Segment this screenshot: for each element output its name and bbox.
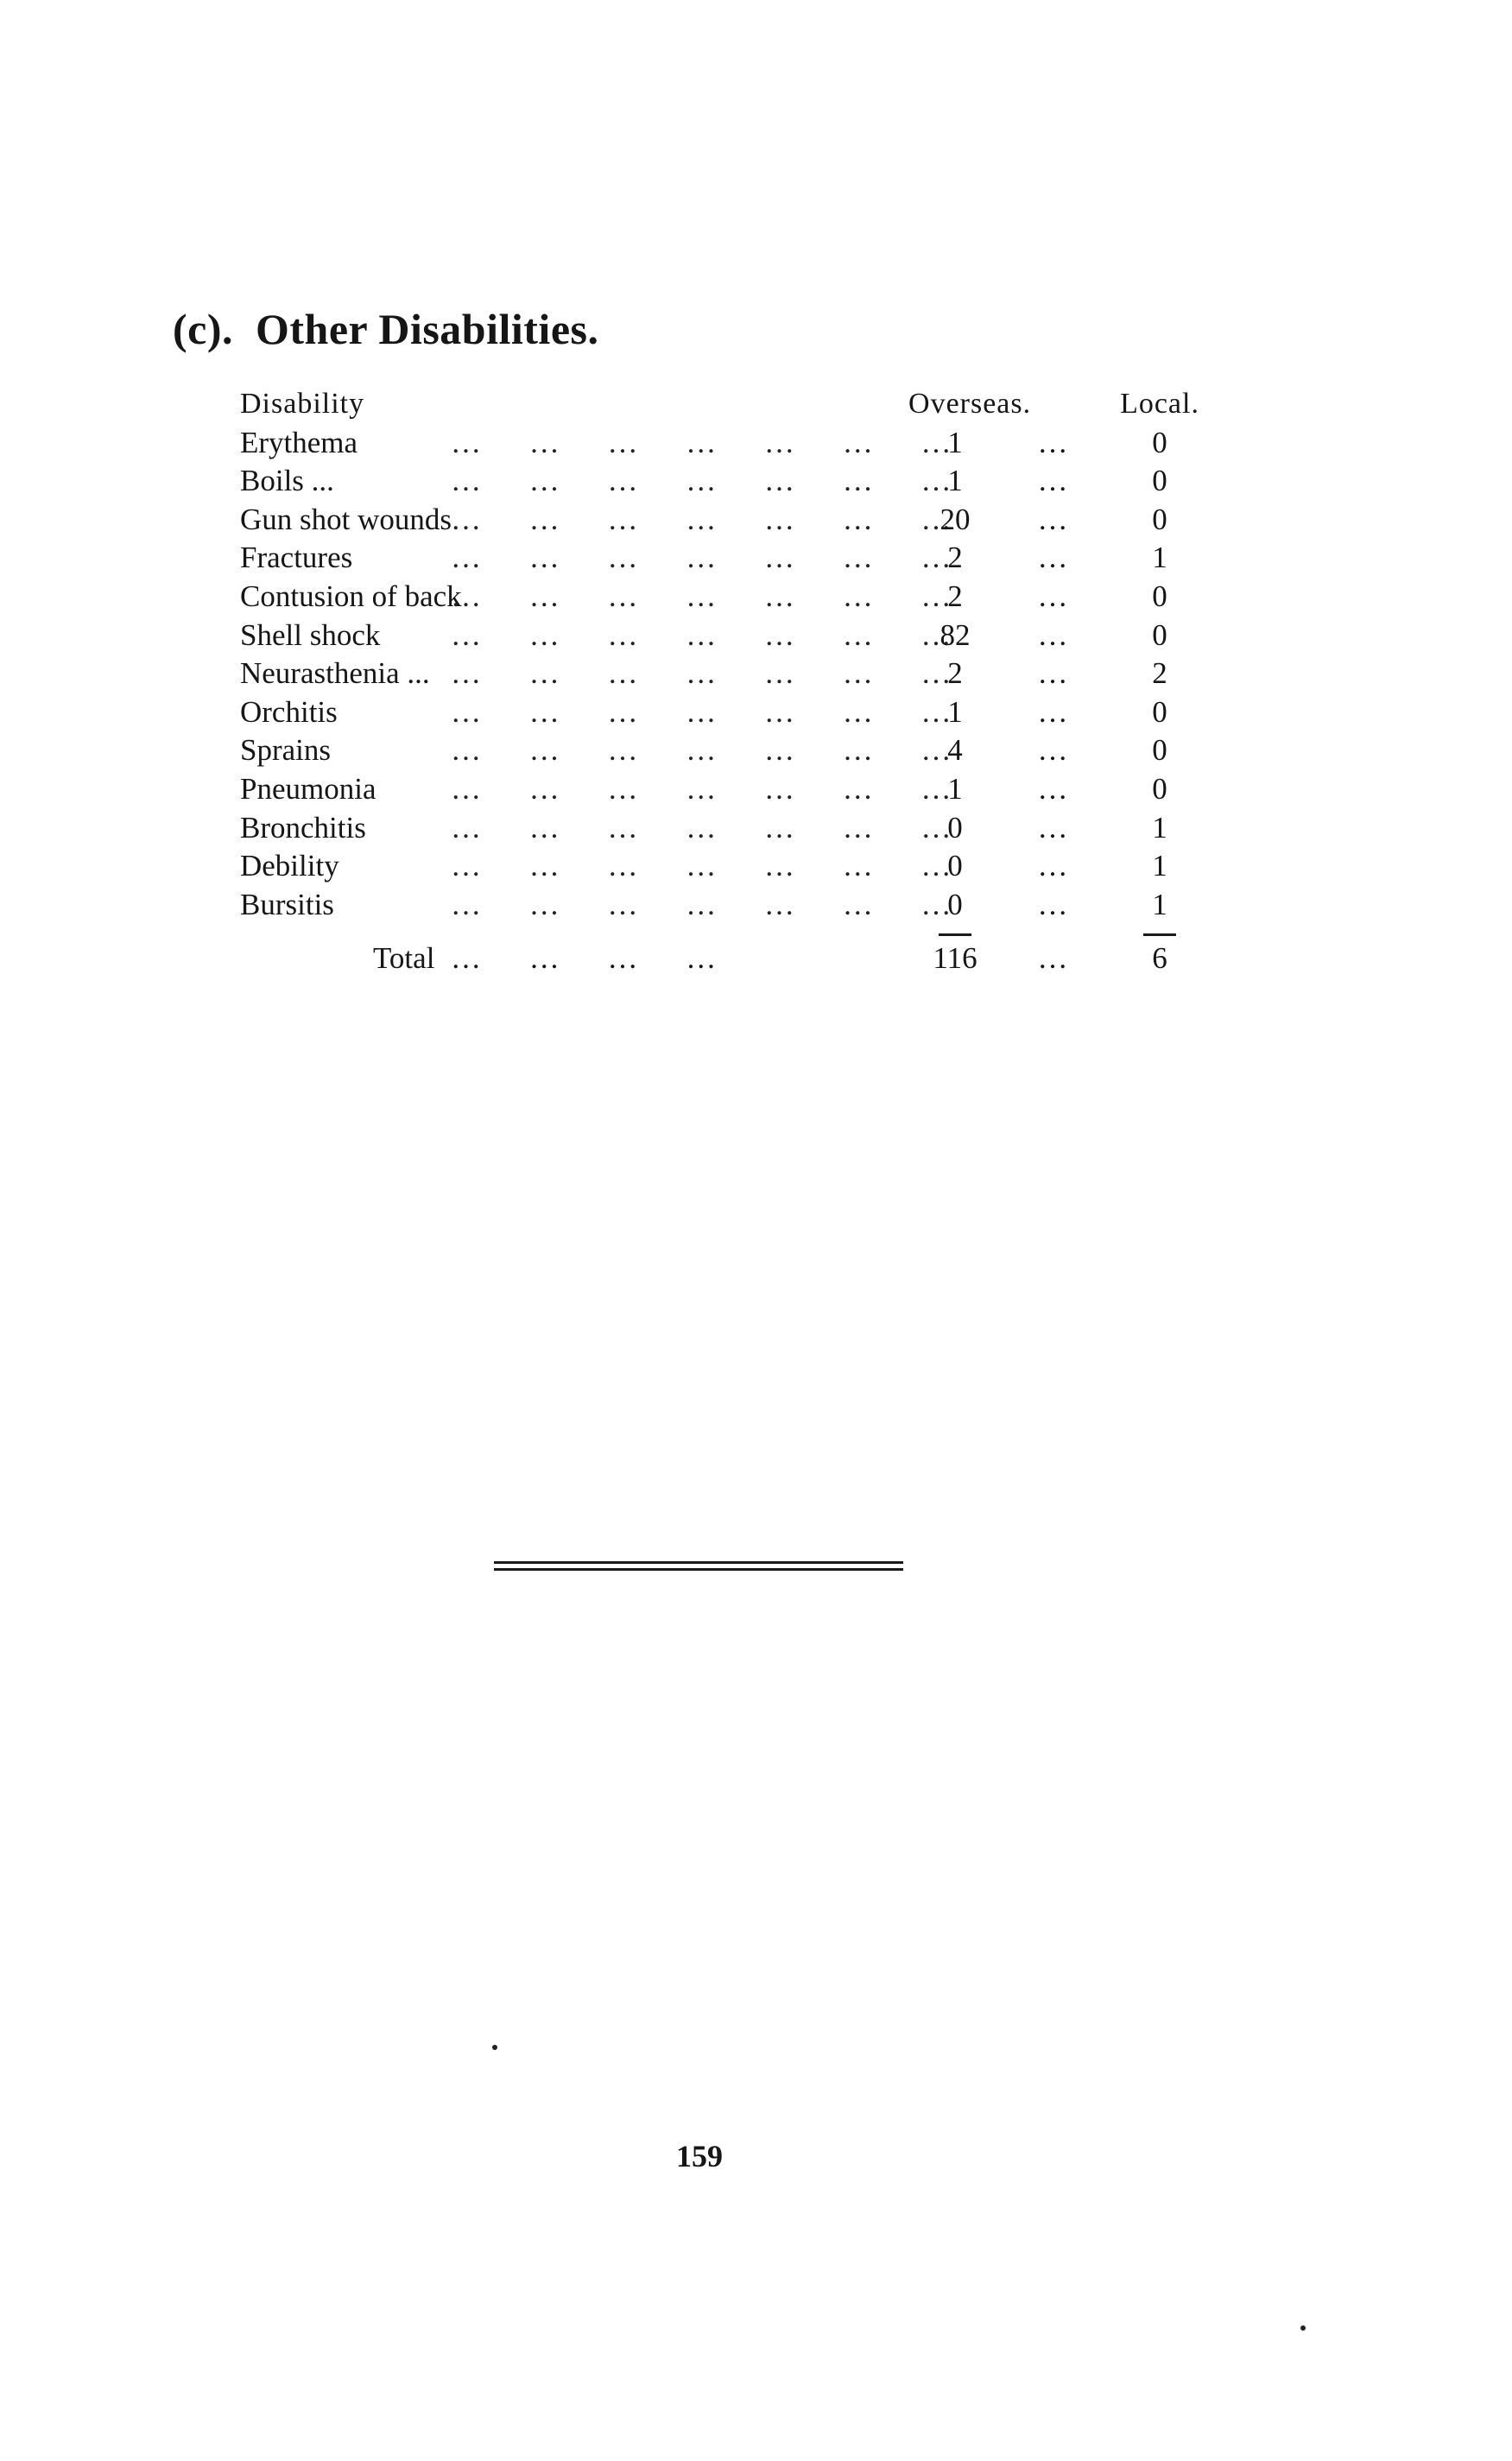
dot-separator bbox=[1002, 809, 1105, 848]
dot-leader bbox=[451, 578, 908, 617]
section-end-double-rule bbox=[494, 1561, 903, 1572]
rule-spacer bbox=[1002, 924, 1105, 939]
total-label: Total bbox=[373, 941, 435, 976]
table-row bbox=[240, 539, 1214, 578]
table-row bbox=[240, 693, 1214, 732]
local-total: 6 bbox=[1152, 941, 1167, 976]
disability-name: Neurasthenia ... bbox=[240, 656, 430, 691]
sum-rule-row bbox=[240, 924, 1214, 939]
dot-separator bbox=[1002, 501, 1105, 540]
dot-leader bbox=[451, 847, 908, 886]
local-count: 1 bbox=[1152, 887, 1167, 921]
local-count: 0 bbox=[1152, 733, 1167, 768]
overseas-count: 2 bbox=[947, 656, 963, 691]
overseas-count: 20 bbox=[939, 502, 971, 536]
dot-leader bbox=[451, 731, 908, 770]
table-row bbox=[240, 462, 1214, 501]
overseas-count: 2 bbox=[947, 541, 963, 575]
dot-separator bbox=[1002, 424, 1105, 463]
overseas-count: 82 bbox=[939, 617, 971, 652]
disability-name: Sprains bbox=[240, 733, 331, 768]
rule-spacer bbox=[240, 924, 451, 939]
table-row bbox=[240, 809, 1214, 848]
disability-name: Pneumonia bbox=[240, 771, 376, 806]
table-row bbox=[240, 655, 1214, 693]
overseas-count: 0 bbox=[947, 810, 963, 845]
dot-leader bbox=[451, 939, 908, 978]
sum-dash bbox=[939, 933, 971, 936]
overseas-sum-rule bbox=[908, 924, 1002, 939]
table-row bbox=[240, 770, 1214, 809]
disability-name: Bursitis bbox=[240, 887, 334, 921]
local-count: 0 bbox=[1152, 502, 1167, 536]
disability-name: Boils ... bbox=[240, 464, 334, 498]
local-count: 0 bbox=[1152, 579, 1167, 613]
page-number: 159 bbox=[676, 2139, 723, 2173]
header-disability: Disability bbox=[240, 388, 365, 420]
dot-leader bbox=[451, 655, 908, 693]
local-count: 0 bbox=[1152, 694, 1167, 729]
overseas-count: 0 bbox=[947, 849, 963, 883]
disability-name: Shell shock bbox=[240, 617, 381, 652]
dot-separator bbox=[1002, 578, 1105, 617]
rule-spacer bbox=[451, 924, 908, 939]
local-count: 1 bbox=[1152, 849, 1167, 883]
local-count: 0 bbox=[1152, 617, 1167, 652]
dot-separator bbox=[1002, 693, 1105, 732]
disability-name: Debility bbox=[240, 849, 339, 883]
table-row bbox=[240, 731, 1214, 770]
local-count: 2 bbox=[1152, 656, 1167, 691]
table-header-row bbox=[240, 385, 1214, 424]
disabilities-table bbox=[240, 385, 1214, 978]
overseas-count: 2 bbox=[947, 579, 963, 613]
rule-line bbox=[494, 1568, 903, 1571]
table-row bbox=[240, 847, 1214, 886]
header-local: Local. bbox=[1120, 388, 1199, 420]
disability-name: Contusion of back bbox=[240, 579, 462, 613]
disability-name: Erythema bbox=[240, 425, 358, 459]
dot-separator bbox=[1002, 655, 1105, 693]
local-count: 0 bbox=[1152, 425, 1167, 459]
print-speck bbox=[1300, 2325, 1306, 2331]
table-row bbox=[240, 886, 1214, 925]
local-sum-rule bbox=[1105, 924, 1214, 939]
local-count: 0 bbox=[1152, 771, 1167, 806]
disability-name: Orchitis bbox=[240, 694, 338, 729]
table-row bbox=[240, 501, 1214, 540]
header-overseas: Overseas. bbox=[908, 388, 1032, 420]
dot-separator bbox=[1002, 770, 1105, 809]
local-count: 1 bbox=[1152, 541, 1167, 575]
disability-name: Bronchitis bbox=[240, 810, 366, 845]
overseas-total: 116 bbox=[933, 941, 977, 976]
table-row bbox=[240, 578, 1214, 617]
dot-separator bbox=[1002, 847, 1105, 886]
local-count: 0 bbox=[1152, 464, 1167, 498]
dot-leader bbox=[451, 809, 908, 848]
dot-leader bbox=[451, 539, 908, 578]
dot-separator bbox=[1002, 539, 1105, 578]
sum-dash bbox=[1143, 933, 1176, 936]
dot-leader bbox=[451, 770, 908, 809]
section-label: (c). bbox=[173, 305, 233, 353]
dot-separator bbox=[1002, 886, 1105, 925]
dot-leader bbox=[451, 693, 908, 732]
dot-separator bbox=[1002, 462, 1105, 501]
section-heading bbox=[173, 304, 598, 354]
total-row bbox=[240, 939, 1214, 978]
dot-leader bbox=[451, 501, 908, 540]
dot-separator bbox=[1002, 939, 1105, 978]
overseas-count: 1 bbox=[947, 694, 963, 729]
overseas-count: 1 bbox=[947, 771, 963, 806]
dot-separator bbox=[1002, 617, 1105, 655]
print-speck bbox=[492, 2045, 497, 2050]
overseas-count: 0 bbox=[947, 887, 963, 921]
disability-name: Fractures bbox=[240, 541, 353, 575]
local-count: 1 bbox=[1152, 810, 1167, 845]
overseas-count: 4 bbox=[947, 733, 963, 768]
dot-leader bbox=[451, 462, 908, 501]
dot-leader bbox=[451, 617, 908, 655]
dot-leader bbox=[451, 424, 908, 463]
rule-line bbox=[494, 1561, 903, 1564]
table-row bbox=[240, 424, 1214, 463]
dot-leader bbox=[451, 886, 908, 925]
dot-separator bbox=[1002, 731, 1105, 770]
table-row bbox=[240, 617, 1214, 655]
overseas-count: 1 bbox=[947, 425, 963, 459]
overseas-count: 1 bbox=[947, 464, 963, 498]
section-title: Other Disabilities. bbox=[256, 305, 599, 353]
disability-name: Gun shot wounds bbox=[240, 502, 452, 536]
